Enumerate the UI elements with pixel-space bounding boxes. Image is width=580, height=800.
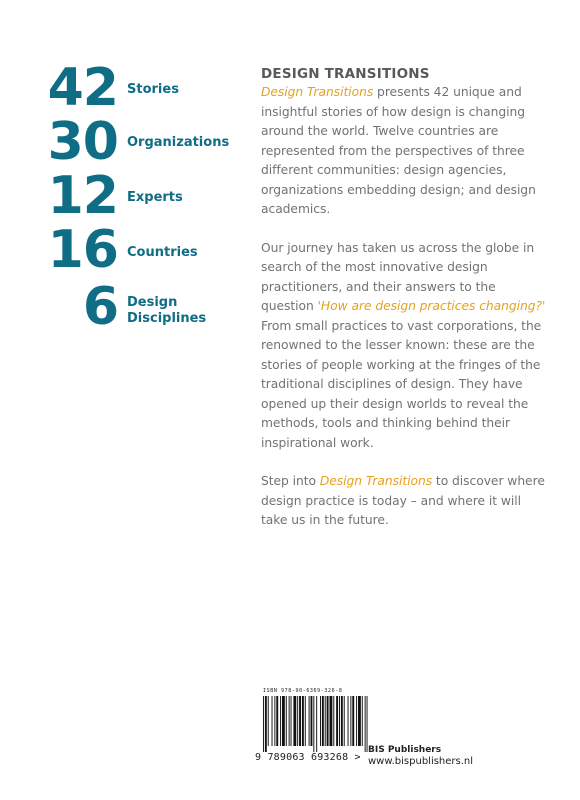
barcode-bar [358,696,361,746]
barcode-bar [268,696,269,746]
barcode-bar [286,696,287,746]
isbn-label: ISBN 978-90-6369-326-8 [263,688,343,694]
paragraph-intro [261,83,546,220]
barcode-bar [350,696,351,746]
paragraph-cta [261,472,546,531]
barcode-bar [320,696,321,746]
barcode-bar [265,696,267,752]
stat-label-experts: Experts [127,190,183,205]
barcode-bar [297,696,298,746]
stat-label-organizations: Organizations [127,135,230,150]
stats-column [0,0,250,360]
barcode-bar [316,696,317,752]
barcode-bar [365,696,366,752]
barcode-bar [299,696,301,746]
paragraph-intro-text: presents 42 unique and insightful stories of how design is changing around the world. Twelve countries are represented from the perspectives of three different communities: design agencies, organizations embedding design; and design academics. [261,85,536,216]
barcode-bar [309,696,310,746]
barcode-bar [322,696,324,746]
barcode-bar [263,696,264,752]
barcode-bar [341,696,343,746]
barcode-bar [362,696,363,746]
barcode-bar [289,696,290,746]
title-highlight-cta: Design Transitions [319,474,433,488]
barcode-bar [282,696,285,746]
barcode-bar [325,696,326,746]
barcode-bar [313,696,314,752]
stat-number-disciplines: 6 [82,277,118,337]
stat-label-disciplines-line2: Disciplines [127,311,207,326]
barcode-bar [311,696,313,746]
stat-label-disciplines-line1: Design [127,295,178,310]
publisher-name: BIS Publishers [368,745,442,755]
barcode-bar [330,696,333,746]
publisher-website[interactable]: www.bispublishers.nl [368,756,474,767]
barcode-bar [344,696,345,746]
isbn-digits [255,752,361,763]
barcode-bar [339,696,340,746]
description-block [261,65,546,550]
barcode-bar [336,696,338,746]
barcode-bar [352,696,354,746]
barcode-bar [348,696,349,746]
paragraph-journey-pre: Our journey has taken us across the globe in search of the most innovative design practitioners, and their answers to the question [261,240,535,313]
paragraph-cta-pre: Step into [261,474,320,488]
barcode-bar [356,696,357,746]
stat-number-countries: 16 [47,220,118,280]
stat-label-stories: Stories [127,82,179,97]
barcode-bar [333,696,334,746]
paragraph-cta-post: to discover where design practice is today – and where it will take us in the future. [261,474,545,527]
stat-number-organizations: 30 [47,112,118,172]
page-title: DESIGN TRANSITIONS [261,66,430,82]
stat-number-experts: 12 [47,166,118,226]
question-highlight: 'How are design practices changing?' [317,299,546,313]
barcode-bar [276,696,278,746]
barcode-bar [293,696,296,746]
barcode-bars [263,696,368,752]
paragraph-journey [261,239,546,454]
barcode-bar [302,696,304,746]
barcode-bar [327,696,329,746]
barcode-bar [280,696,281,746]
stat-label-countries: Countries [127,245,198,260]
barcode-bar [367,696,368,752]
barcode-bar [274,696,275,746]
paragraph-journey-post: From small practices to vast corporations, the renowned to the lesser known: these are the stories of people working at the fringes of the traditional disciplines of design. They have opened up their design worlds to reveal the methods, tools and thinking behind their inspirational work. [261,318,542,450]
stat-number-stories: 42 [47,58,118,118]
barcode [255,688,370,768]
barcode-bar [272,696,273,746]
barcode-bar [291,696,292,746]
barcode-bar [305,696,306,746]
isbn-number: 9 789063 693268 [255,752,349,763]
title-highlight: Design Transitions [261,85,374,99]
isbn-arrow: > [354,752,361,763]
